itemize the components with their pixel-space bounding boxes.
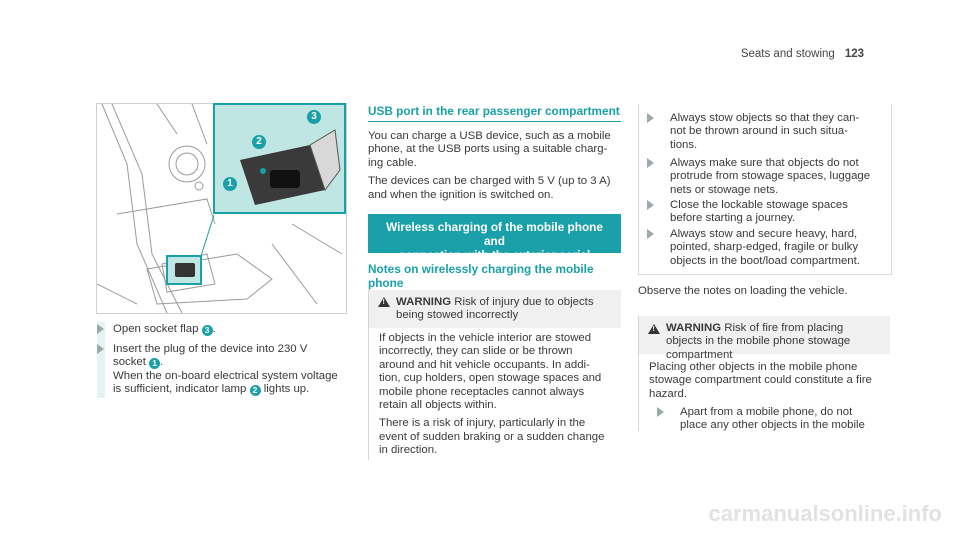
callout-ref-2: 2 [250,385,261,396]
step-line: Insert the plug of the device into 230 V [113,343,308,355]
step-text: Open socket flap [113,323,199,335]
step-arrow-icon [647,113,654,123]
page-number: 123 [844,48,864,60]
step-line: socket [113,356,146,369]
step-arrow-icon [657,407,664,417]
step-arrow-icon [647,158,654,168]
step-arrow-icon [647,200,654,210]
step-arrow-icon [97,344,104,354]
right-step-5: Apart from a mobile phone, do not place any other objects in the mobile [657,406,865,433]
right-step-1: Always stow objects so that they can- not be thrown around in such situa- tions. [647,112,859,152]
notes-heading: Notes on wirelessly charging the mobile phone [368,262,594,290]
callout-ref-3: 3 [202,325,213,336]
warning-label: WARNING [396,296,452,308]
callout-ref-1: 1 [149,358,160,369]
wireless-charging-heading: Wireless charging of the mobile phone and connection with the exterior aerial [368,214,621,253]
usb-heading: USB port in the rear passenger compartment [368,104,620,118]
usb-section [368,104,621,202]
callout-2: 2 [252,135,266,149]
warning-title: WARNING Risk of injury due to objects being stowed incorrectly [396,296,594,322]
warning-block [368,290,622,460]
warning-body: If objects in the vehicle interior are stowed incorrectly, they can slide or be thrown around and hit vehicle occupants. In addi- tion, cup holders, open stowage spaces and mobile phone receptacles cannot always retain all objects within. There is a risk of injury, particularly in the event of sudden braking or a sudden change in direction. [379,332,605,457]
warning-label: WARNING [666,322,722,334]
section-title: Seats and stowing [740,48,835,60]
warning-title: WARNING Risk of fire from placing objects in the mobile phone stowage compartment [666,322,851,361]
page-header [741,48,864,61]
observe-note: Observe the notes on loading the vehicle. [638,285,848,297]
warning-body: Placing other objects in the mobile phone stowage compartment could constitute a fire hazard. [649,361,872,400]
usb-socket-detail [215,105,344,212]
usb-paragraph-2: The devices can be charged with 5 V (up to 3 A) and when the ignition is switched on. [368,175,611,201]
figure-inset-detail [213,103,346,214]
step-arrow-icon [647,229,654,239]
warning-triangle-icon [648,324,660,334]
usb-paragraph-1: You can charge a USB device, such as a mobile phone, at the USB ports using a suitable charg- ing cable. [368,130,611,169]
step-line: When the on-board electrical system voltage [113,369,338,382]
fire-warning-block [638,316,891,431]
heading-rule [368,121,621,122]
step-line: lights up. [263,383,310,396]
step-end: . [212,323,216,335]
right-step-4: Always stow and secure heavy, hard, pointed, sharp-edged, fragile or bulky objects in the boot/load compartment. [647,228,860,268]
step-arrow-icon [97,324,104,334]
callout-1: 1 [223,177,237,191]
right-steps-box [638,104,892,275]
watermark: carmanualsonline.info [708,501,942,526]
step-end: . [160,356,164,369]
step-insert-plug [97,343,357,397]
step-open-flap [97,323,347,336]
right-step-2: Always make sure that objects do not protrude from stowage spaces, luggage nets or stowage nets. [647,157,870,197]
callout-3: 3 [307,110,321,124]
right-step-3: Close the lockable stowage spaces before starting a journey. [647,199,848,226]
warning-triangle-icon [378,297,390,307]
step-line: is sufficient, indicator lamp [113,383,247,396]
